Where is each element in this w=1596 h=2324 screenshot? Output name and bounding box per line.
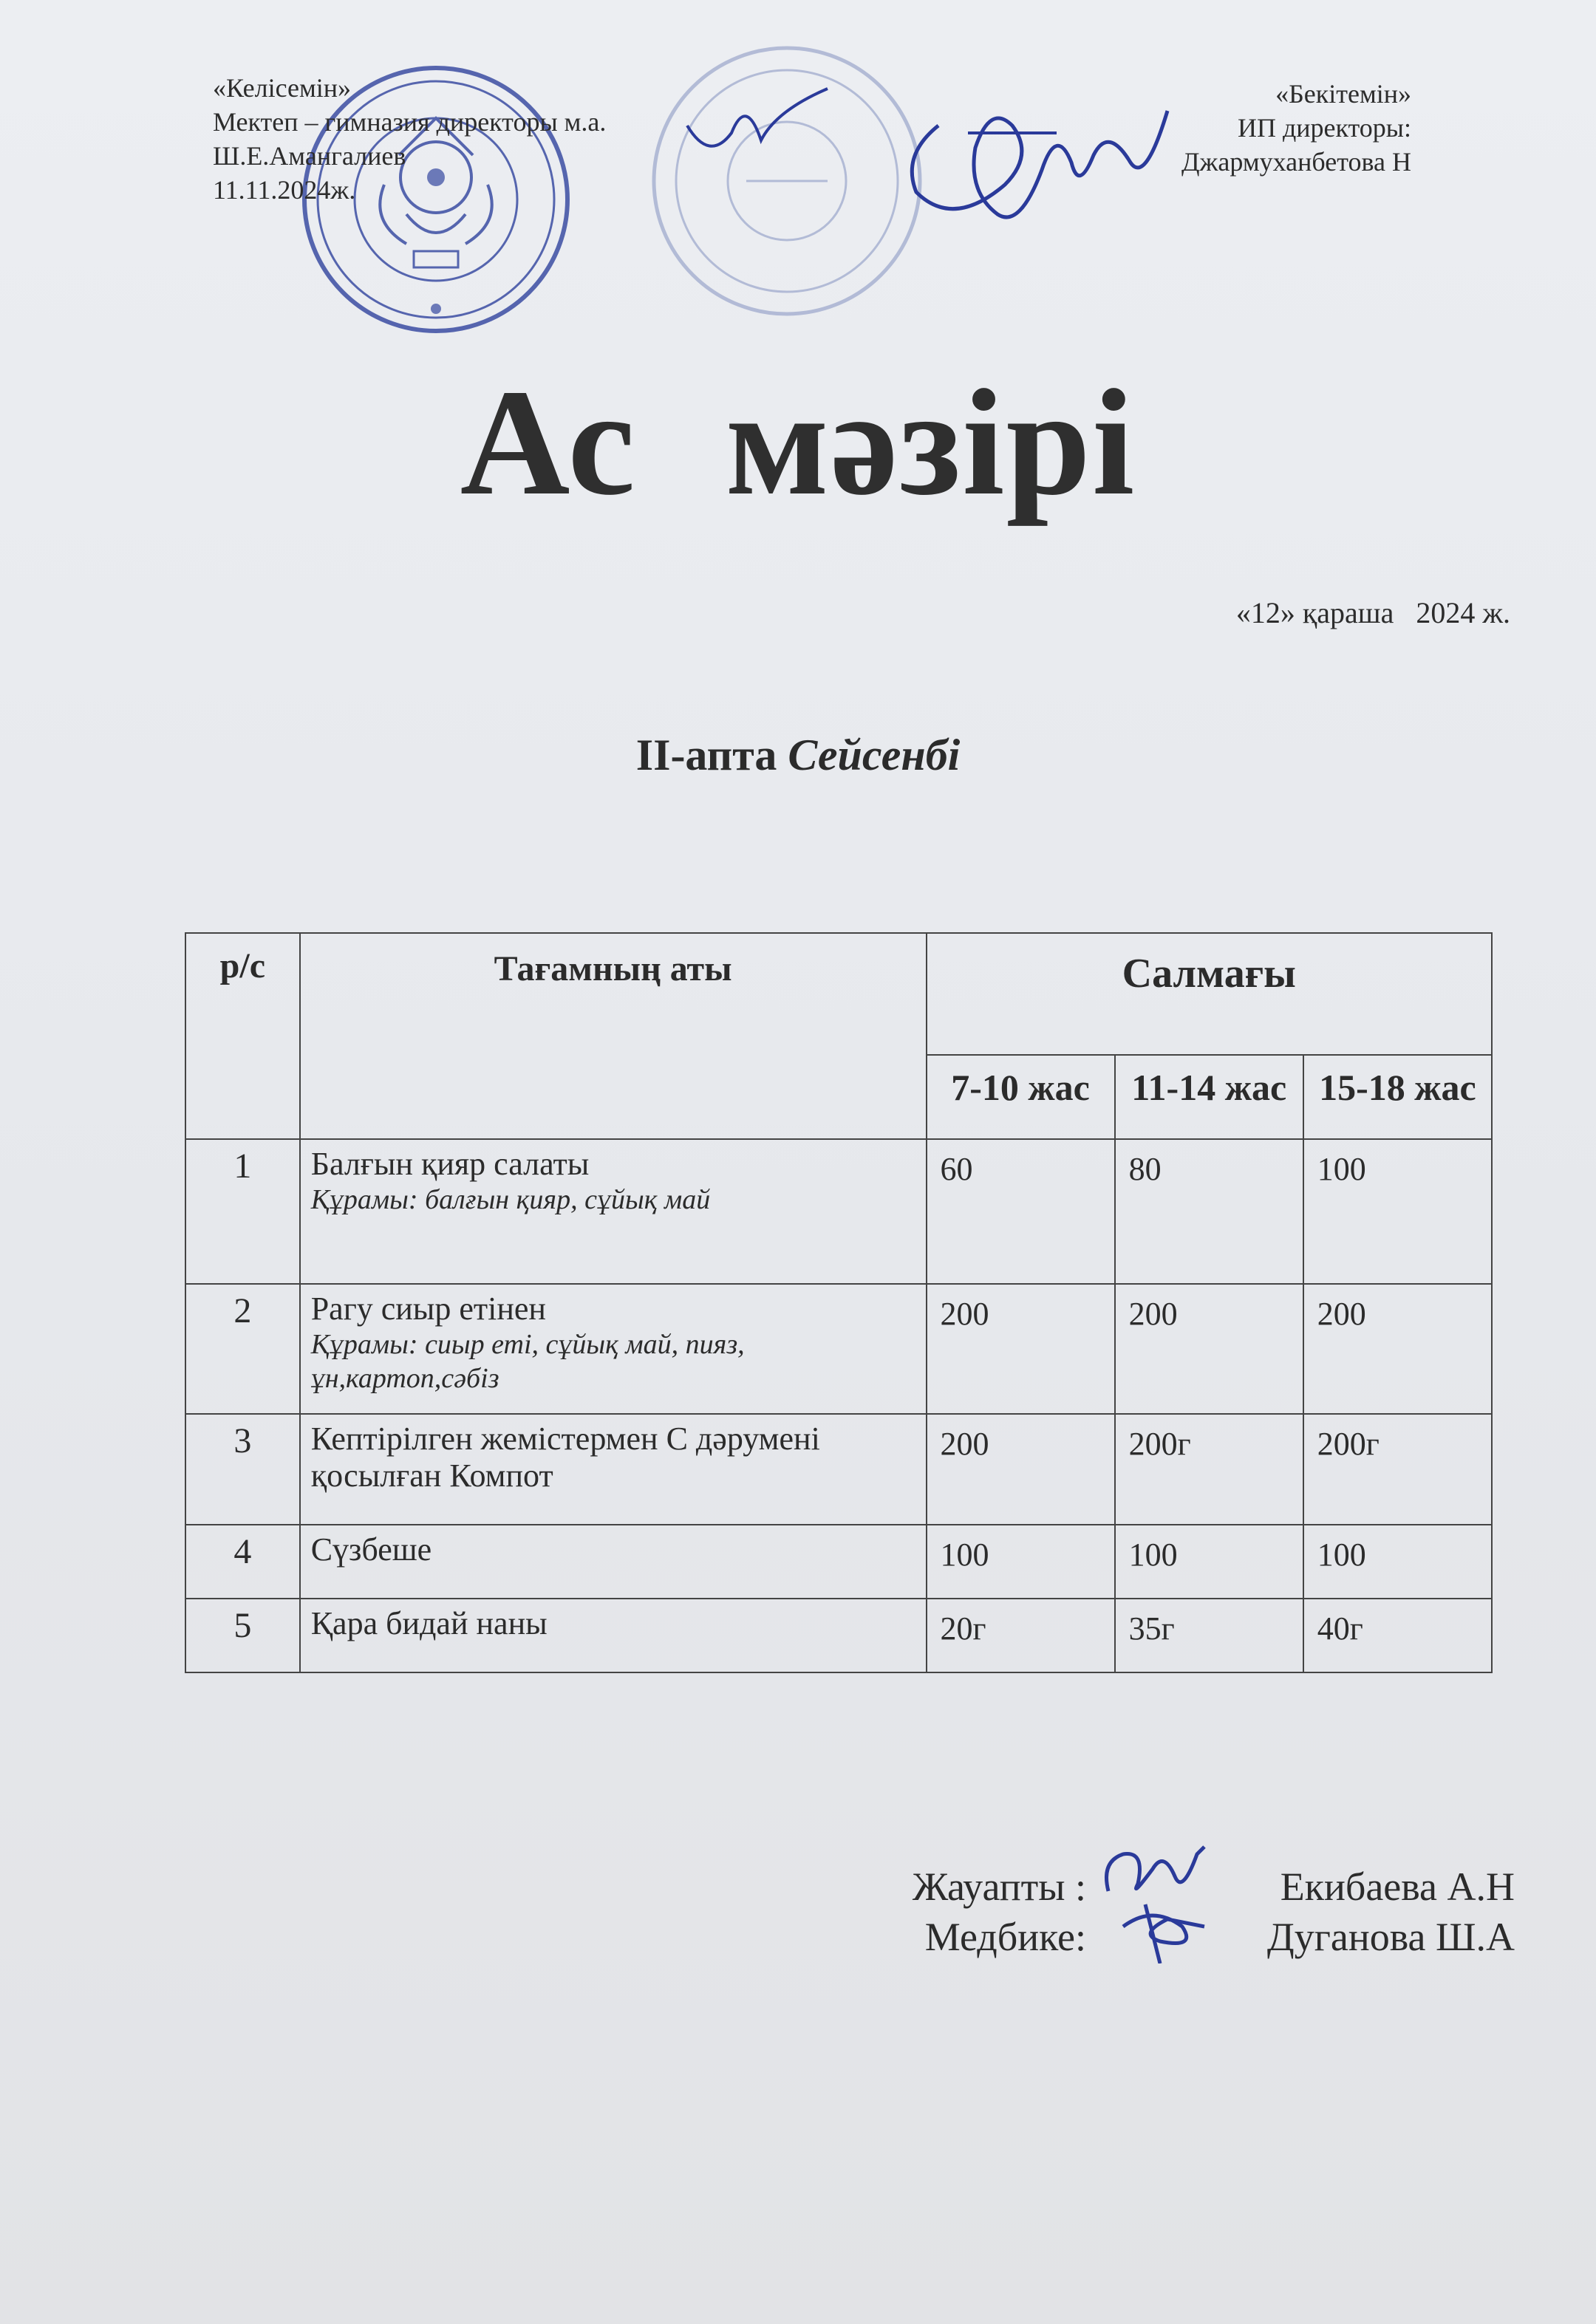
row-number: 1 (185, 1139, 300, 1284)
nurse-signature-mark (1101, 1897, 1227, 1964)
agreement-date: 11.11.2024ж. (213, 175, 356, 205)
weight-11-14: 100 (1115, 1525, 1303, 1599)
nurse-row (850, 1912, 1515, 1962)
approval-position: ИП директоры: (1237, 113, 1411, 143)
weight-7-10: 200 (927, 1414, 1115, 1525)
agreement-name: Ш.Е.Амангалиев (213, 141, 406, 171)
weight-11-14: 200г (1115, 1414, 1303, 1525)
responsible-signature-mark (1094, 1839, 1219, 1906)
table-row (185, 1414, 1492, 1525)
weight-15-18: 100 (1303, 1525, 1492, 1599)
row-number: 4 (185, 1525, 300, 1599)
nurse-signature (1086, 1912, 1212, 1962)
entrepreneur-seal-stamp (643, 37, 931, 325)
table-row (185, 1139, 1492, 1284)
header-weight: Салмағы (927, 933, 1492, 1055)
weight-15-18: 40г (1303, 1599, 1492, 1672)
row-number: 2 (185, 1284, 300, 1414)
dish-cell (300, 1139, 927, 1284)
row-number: 3 (185, 1414, 300, 1525)
weight-11-14: 80 (1115, 1139, 1303, 1284)
table-row (185, 1599, 1492, 1672)
menu-date: «12» қараша 2024 ж. (1235, 596, 1510, 629)
dish-name: Балғын қияр салаты (310, 1146, 590, 1182)
table-header-row (185, 933, 1492, 1055)
table-row (185, 1284, 1492, 1414)
weight-15-18: 100 (1303, 1139, 1492, 1284)
agreement-position: Мектеп – гимназия директоры м.а. (213, 107, 607, 137)
weight-15-18: 200 (1303, 1284, 1492, 1414)
dish-composition: Құрамы: сиыр еті, сұйық май, пияз, ұн,картоп,сәбіз (310, 1329, 745, 1394)
header-age-7-10: 7-10 жас (927, 1055, 1115, 1139)
dish-name: Рагу сиыр етінен (310, 1291, 546, 1327)
title-word-2: мәзірі (725, 358, 1136, 527)
weight-7-10: 200 (927, 1284, 1115, 1414)
menu-table (185, 932, 1493, 1673)
agreement-block (213, 71, 606, 207)
row-number: 5 (185, 1599, 300, 1672)
approval-label: «Бекітемін» (1275, 79, 1411, 109)
responsible-name: Екибаева А.Н (1280, 1865, 1515, 1909)
director-signature-small (680, 81, 835, 170)
header-dish-name: Тағамның аты (300, 933, 927, 1139)
header-age-15-18: 15-18 жас (1303, 1055, 1492, 1139)
weight-15-18: 200г (1303, 1414, 1492, 1525)
dish-cell (300, 1284, 927, 1414)
week-day-heading (0, 730, 1596, 781)
header-number: р/с (185, 933, 300, 1139)
approval-name: Джармуханбетова Н (1181, 147, 1411, 177)
dish-cell (300, 1414, 927, 1525)
responsible-label: Жауапты : (912, 1865, 1086, 1909)
dish-cell (300, 1599, 927, 1672)
weight-11-14: 200 (1115, 1284, 1303, 1414)
dish-name: Сүзбеше (310, 1531, 432, 1568)
ip-director-signature (894, 81, 1182, 251)
header-age-11-14: 11-14 жас (1115, 1055, 1303, 1139)
weight-7-10: 60 (927, 1139, 1115, 1284)
responsible-signatures (850, 1862, 1515, 1962)
nurse-name: Дуганова Ш.А (1266, 1915, 1515, 1959)
agreement-label: «Келісемін» (213, 73, 352, 103)
day-label: Сейсенбі (788, 731, 961, 779)
weight-7-10: 20г (927, 1599, 1115, 1672)
page-title (0, 355, 1596, 530)
table-row (185, 1525, 1492, 1599)
nurse-label: Медбике: (924, 1915, 1086, 1959)
approval-block (1181, 77, 1411, 179)
dish-cell (300, 1525, 927, 1599)
weight-11-14: 35г (1115, 1599, 1303, 1672)
weight-7-10: 100 (927, 1525, 1115, 1599)
dish-name: Қара бидай наны (310, 1605, 548, 1641)
dish-composition: Құрамы: балғын қияр, сұйық май (310, 1184, 711, 1215)
dish-name: Кептірілген жемістермен С дәрумені қосылған Компот (310, 1421, 820, 1494)
week-label: ІІ-апта (635, 731, 777, 779)
title-word-1: Ас (460, 358, 637, 527)
